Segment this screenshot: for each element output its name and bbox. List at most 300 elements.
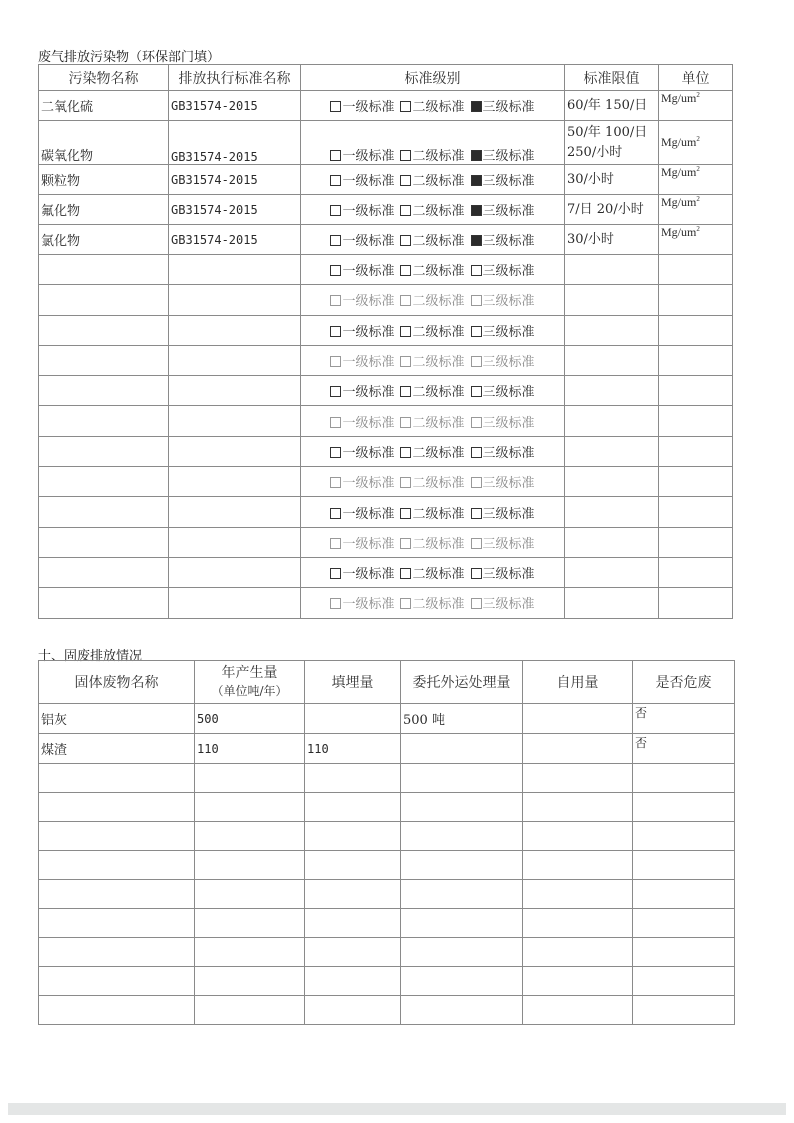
level-checkbox [400,568,411,579]
level-option [330,260,394,279]
landfill-amount [305,822,401,851]
unit-value [659,406,733,436]
level-option [400,351,464,370]
standard-name [169,285,301,315]
solid-header-hazardous: 是否危废 [633,661,735,704]
solid-empty-row [39,822,735,851]
standard-level-cell [301,225,565,255]
limit-line-1: 30/小时 [567,231,614,247]
pollutant-name [39,497,169,527]
unit-value [659,588,733,618]
annual-output: 500 [195,704,305,734]
gas-header-name: 污染物名称 [39,65,169,91]
level-option-label: 三级标准 [482,597,535,613]
level-checkbox [400,447,411,458]
self-use-amount [523,851,633,880]
level-checkbox [330,538,341,549]
level-checkbox [471,477,482,488]
unit-value [659,165,733,195]
hazardous-flag [633,764,735,793]
solid-header-self-use: 自用量 [523,661,633,704]
limit-value [565,497,659,527]
level-option [330,321,394,340]
gas-empty-row [39,557,733,587]
level-option-label: 二级标准 [412,445,465,461]
hazardous-flag [633,822,735,851]
landfill-amount [305,851,401,880]
solid-empty-row [39,880,735,909]
level-option-label: 一级标准 [342,415,395,431]
unit-text: Mg/um [661,225,697,239]
self-use-amount [523,764,633,793]
level-checkbox [330,326,341,337]
unit-value [659,497,733,527]
standard-name [169,406,301,436]
pollutant-name [39,557,169,587]
self-use-amount [523,909,633,938]
level-option-label: 二级标准 [412,567,465,583]
unit-value [659,91,733,121]
level-option-label: 二级标准 [412,597,465,613]
level-option-label: 一级标准 [342,506,395,522]
outsourced-amount [401,938,523,967]
level-option [471,96,535,115]
limit-value [565,195,659,225]
solid-header-annual-label: 年产生量 [221,665,278,681]
pollutant-name: 氯化物 [39,225,169,255]
landfill-amount [305,793,401,822]
level-option-label: 一级标准 [342,597,395,613]
level-option [471,290,535,309]
level-option [330,472,394,491]
hazardous-flag: 否 [633,704,735,734]
solid-empty-row [39,793,735,822]
level-option-label: 二级标准 [412,100,465,115]
standard-level-cell [301,91,565,121]
standard-name [169,345,301,375]
outsourced-amount [401,909,523,938]
solid-empty-row [39,938,735,967]
self-use-amount [523,880,633,909]
level-option-label: 三级标准 [482,536,535,552]
pollutant-name [39,376,169,406]
unit-value [659,436,733,466]
gas-empty-row [39,255,733,285]
outsourced-amount [401,967,523,996]
level-checkbox [330,175,341,186]
level-option [400,593,464,612]
level-checkbox [471,356,482,367]
unit-value [659,557,733,587]
gas-row [39,121,733,165]
landfill-amount [305,938,401,967]
level-option [400,563,464,582]
outsourced-amount [401,996,523,1025]
pollutant-name: 碳氧化物 [39,121,169,165]
level-option-label: 一级标准 [342,149,395,164]
unit-value [659,285,733,315]
pollutant-name [39,285,169,315]
level-option-label: 一级标准 [342,324,395,340]
unit-value [659,315,733,345]
landfill-amount [305,996,401,1025]
pollutant-name [39,315,169,345]
unit-value [659,527,733,557]
limit-value [565,121,659,165]
level-option [400,533,464,552]
level-option [471,412,535,431]
gas-empty-row [39,376,733,406]
level-option [330,230,394,249]
standard-level-cell [301,588,565,618]
level-option-label: 三级标准 [482,204,535,219]
solid-empty-row [39,764,735,793]
annual-output [195,822,305,851]
standard-name: GB31574-2015 [169,225,301,255]
unit-superscript: 2 [696,195,700,203]
standard-level-cell [301,195,565,225]
level-checkbox [471,175,482,186]
standard-name [169,436,301,466]
level-option-label: 三级标准 [482,264,535,280]
gas-empty-row [39,406,733,436]
standard-name [169,557,301,587]
unit-text: Mg/um [661,135,697,149]
level-option [471,381,535,400]
standard-level-cell [301,121,565,165]
gas-empty-row [39,285,733,315]
limit-value [565,467,659,497]
unit-value [659,255,733,285]
level-checkbox [330,477,341,488]
unit-value [659,121,733,165]
pollutant-name: 二氧化硫 [39,91,169,121]
level-checkbox [471,538,482,549]
solid-header-annual-unit: （单位吨/年） [211,684,288,698]
gas-empty-row [39,467,733,497]
level-option [400,290,464,309]
gas-emission-table [38,64,733,619]
solid-header-outsourced: 委托外运处理量 [401,661,523,704]
level-option [471,145,535,164]
gas-row [39,165,733,195]
pollutant-name [39,467,169,497]
solid-empty-row [39,851,735,880]
self-use-amount [523,996,633,1025]
level-option-label: 一级标准 [342,234,395,249]
solid-header-landfill: 填埋量 [305,661,401,704]
level-option-label: 三级标准 [482,506,535,522]
level-option [400,145,464,164]
level-checkbox [400,205,411,216]
level-option [330,593,394,612]
limit-line-1: 50/年 100/日 [567,124,648,140]
level-option [400,230,464,249]
level-option [330,200,394,219]
level-checkbox [400,598,411,609]
level-option-label: 二级标准 [412,204,465,219]
unit-superscript: 2 [696,91,700,99]
level-option-label: 三级标准 [482,415,535,431]
level-option-label: 三级标准 [482,445,535,461]
level-option [400,200,464,219]
waste-name [39,764,195,793]
hazardous-flag [633,851,735,880]
level-option-label: 二级标准 [412,324,465,340]
limit-value [565,345,659,375]
level-option-label: 三级标准 [482,567,535,583]
level-option-label: 二级标准 [412,355,465,371]
level-option-label: 三级标准 [482,100,535,115]
limit-value [565,315,659,345]
level-option [400,412,464,431]
solid-empty-row [39,996,735,1025]
solid-header-annual [195,661,305,704]
standard-level-cell [301,376,565,406]
level-option-label: 一级标准 [342,385,395,401]
level-option-label: 一级标准 [342,355,395,371]
limit-value [565,376,659,406]
standard-level-cell [301,345,565,375]
limit-value [565,255,659,285]
level-checkbox [471,447,482,458]
level-option-label: 二级标准 [412,294,465,310]
standard-level-cell [301,165,565,195]
scan-footer-bar [8,1103,786,1115]
level-checkbox [471,295,482,306]
level-option [330,563,394,582]
level-option [330,503,394,522]
level-option [330,145,394,164]
level-option-label: 二级标准 [412,476,465,492]
waste-name: 煤渣 [39,734,195,764]
level-option [471,200,535,219]
hazardous-flag [633,967,735,996]
waste-name [39,822,195,851]
level-option-label: 二级标准 [412,385,465,401]
level-checkbox [471,150,482,161]
standard-name: GB31574-2015 [169,195,301,225]
level-checkbox [330,295,341,306]
level-option [471,563,535,582]
standard-level-cell [301,467,565,497]
gas-header-row [39,65,733,91]
level-option-label: 三级标准 [482,174,535,189]
gas-header-level: 标准级别 [301,65,565,91]
level-option-label: 三级标准 [482,234,535,249]
level-option-label: 一级标准 [342,264,395,280]
unit-value [659,195,733,225]
landfill-amount [305,764,401,793]
gas-header-standard: 排放执行标准名称 [169,65,301,91]
level-option [400,170,464,189]
standard-name [169,376,301,406]
gas-row [39,225,733,255]
unit-text: Mg/um [661,165,697,179]
level-option-label: 二级标准 [412,536,465,552]
level-option [471,321,535,340]
level-option-label: 一级标准 [342,536,395,552]
solid-waste-table [38,660,735,1025]
self-use-amount [523,938,633,967]
pollutant-name: 颗粒物 [39,165,169,195]
level-checkbox [330,447,341,458]
level-option-label: 二级标准 [412,234,465,249]
level-checkbox [330,386,341,397]
level-option [471,533,535,552]
waste-name [39,996,195,1025]
outsourced-amount [401,764,523,793]
unit-text: Mg/um [661,195,697,209]
level-option-label: 二级标准 [412,415,465,431]
standard-level-cell [301,315,565,345]
level-checkbox [400,175,411,186]
level-checkbox [400,417,411,428]
level-option-label: 一级标准 [342,476,395,492]
hazardous-flag [633,793,735,822]
level-option-label: 三级标准 [482,149,535,164]
standard-name: GB31574-2015 [169,121,301,165]
level-option [400,503,464,522]
gas-row [39,91,733,121]
self-use-amount [523,967,633,996]
standard-name [169,527,301,557]
outsourced-amount [401,734,523,764]
pollutant-name [39,255,169,285]
level-option-label: 三级标准 [482,385,535,401]
limit-value [565,225,659,255]
gas-empty-row [39,345,733,375]
solid-empty-row [39,967,735,996]
level-checkbox [400,150,411,161]
level-option [471,472,535,491]
standard-level-cell [301,255,565,285]
unit-superscript: 2 [696,135,700,143]
level-checkbox [471,598,482,609]
level-checkbox [330,205,341,216]
level-checkbox [330,508,341,519]
waste-name [39,967,195,996]
level-checkbox [400,538,411,549]
gas-empty-row [39,315,733,345]
outsourced-amount [401,851,523,880]
level-checkbox [330,265,341,276]
waste-name [39,880,195,909]
level-option-label: 三级标准 [482,324,535,340]
level-checkbox [330,598,341,609]
waste-name [39,851,195,880]
level-checkbox [471,326,482,337]
limit-value [565,436,659,466]
level-checkbox [471,386,482,397]
gas-header-unit: 单位 [659,65,733,91]
solid-header-row [39,661,735,704]
level-checkbox [471,265,482,276]
level-checkbox [330,101,341,112]
level-option-label: 二级标准 [412,174,465,189]
solid-empty-row [39,909,735,938]
level-checkbox [471,508,482,519]
level-option [400,321,464,340]
waste-name [39,938,195,967]
level-option [400,472,464,491]
standard-name: GB31574-2015 [169,91,301,121]
level-option [471,230,535,249]
solid-row [39,704,735,734]
limit-value [565,557,659,587]
annual-output [195,938,305,967]
standard-name [169,315,301,345]
level-option [471,593,535,612]
gas-empty-row [39,527,733,557]
hazardous-flag [633,996,735,1025]
unit-superscript: 2 [696,225,700,233]
level-checkbox [400,265,411,276]
annual-output [195,764,305,793]
limit-value [565,285,659,315]
limit-line-1: 60/年 150/日 [567,97,648,113]
level-checkbox [400,477,411,488]
level-option-label: 三级标准 [482,294,535,310]
gas-empty-row [39,588,733,618]
level-option-label: 一级标准 [342,204,395,219]
limit-value [565,527,659,557]
level-checkbox [330,356,341,367]
annual-output [195,996,305,1025]
unit-value [659,376,733,406]
level-checkbox [471,417,482,428]
level-option-label: 一级标准 [342,294,395,310]
gas-section-title: 废气排放污染物（环保部门填） [38,50,221,65]
level-checkbox [400,235,411,246]
level-checkbox [400,508,411,519]
pollutant-name [39,406,169,436]
level-checkbox [471,101,482,112]
standard-level-cell [301,557,565,587]
annual-output [195,793,305,822]
landfill-amount [305,909,401,938]
level-checkbox [400,295,411,306]
level-option [330,381,394,400]
standard-level-cell [301,436,565,466]
waste-name [39,909,195,938]
pollutant-name [39,527,169,557]
self-use-amount [523,734,633,764]
unit-value [659,225,733,255]
level-option [330,533,394,552]
hazardous-flag [633,880,735,909]
level-option-label: 三级标准 [482,355,535,371]
annual-output [195,880,305,909]
standard-name: GB31574-2015 [169,165,301,195]
gas-header-limit: 标准限值 [565,65,659,91]
solid-row [39,734,735,764]
standard-name [169,497,301,527]
annual-output [195,851,305,880]
level-option [330,96,394,115]
standard-level-cell [301,406,565,436]
standard-level-cell [301,497,565,527]
level-checkbox [330,150,341,161]
outsourced-amount: 500 吨 [401,704,523,734]
level-option-label: 一级标准 [342,445,395,461]
level-option [400,381,464,400]
level-option-label: 二级标准 [412,264,465,280]
limit-value [565,406,659,436]
self-use-amount [523,822,633,851]
level-option [330,442,394,461]
pollutant-name [39,436,169,466]
